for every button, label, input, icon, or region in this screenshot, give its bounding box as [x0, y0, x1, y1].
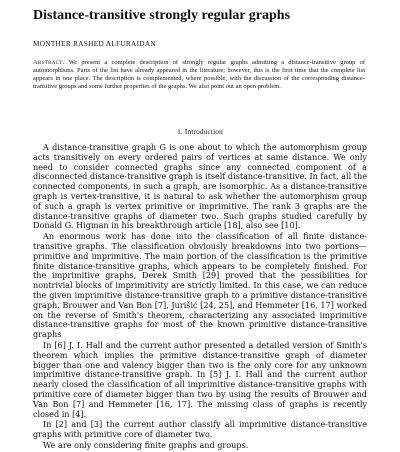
paragraph: In [6] J. I. Hall and the current author presented a detailed version of Smith's theorem which implies the primitive distance-transitive graph of diameter bigger than one and valency bigger than two is the only core for any unknown imprimitive distance-transitive graph. In [5] J. I. Hall and the current author nearly closed the classification of all imprimitive distance-transitive graphs with primitive core of diameter bigger than two by using the results of Brouwer and Van Bon [7] and Hemmeter [16, 17]. The missing class of graphs is recently closed in [4].: [33, 339, 367, 419]
paragraph: We are only considering finite graphs and groups.: [43, 439, 249, 450]
section-heading-introduction: 1. Introduction: [177, 128, 223, 136]
introduction-body: [33, 143, 367, 452]
author-name: MONTHER RASHED ALFURAIDAN: [33, 40, 156, 48]
abstract: [33, 59, 365, 91]
paragraph: A distance-transitive graph G is one about to which the automorphism group acts transitively on every ordered pairs of vertices at same distance. We only need to consider connected graphs since any connected component of a disconnected distance-transitive graph is itself distance-transitive. In fact, all the connected components, in such a graph, are isomorphic. As a distance-transitive graph is vertex-transitive, it is natural to ask whether the automorphism group of such a graph is vertex primitive or imprimitive. The rank 3 graphs are the distance-transitive graphs of diameter two. Such graphs studied carefully by Donald G. Higman in his breakthrough article [18], also see [10].: [33, 142, 368, 231]
paper-title: Distance-transitive strongly regular graphs: [33, 8, 291, 23]
abstract-label: Abstract.: [33, 59, 65, 66]
paragraph: An enormous work has done into the classification of all finite distance-transitive graphs. The classification obviously breakdowns into two portions—primitive and imprimitive. The main portion of the classification is the primitive finite distance-transitive graphs, which appears to be completely finished. For the imprimitive graphs, Derek Smith [29] proved that the possibilities for nontrivial blocks of imprimitivity are strictly limited. In this case, we can reduce the given imprimitive distance-transitive graph to a primitive distance-transitive graph. Brouwer and Van Bon [7], Jurišić [24, 25], and Hemmeter [16, 17] worked on the reverse of Smith's theorem, characterizing any associated imprimitive distance-transitive graphs for most of the known primitive distance-transitive graphs: [33, 231, 367, 340]
paragraph: In [2] and [3] the current author classify all imprimitive distance-transitive graphs with primitive core of diameter two.: [33, 419, 367, 440]
abstract-text: We present a complete description of strongly regular graphs admitting a distance-transitive group of automorphisms. Parts of the list have already appeared in the literature; however, this is the first time that the complete list appears in one place. The description is complemented, where possible, with the discussion of the corresponding distance-transitive groups and some further properties of the graphs. We also point out an open problem.: [33, 59, 366, 91]
